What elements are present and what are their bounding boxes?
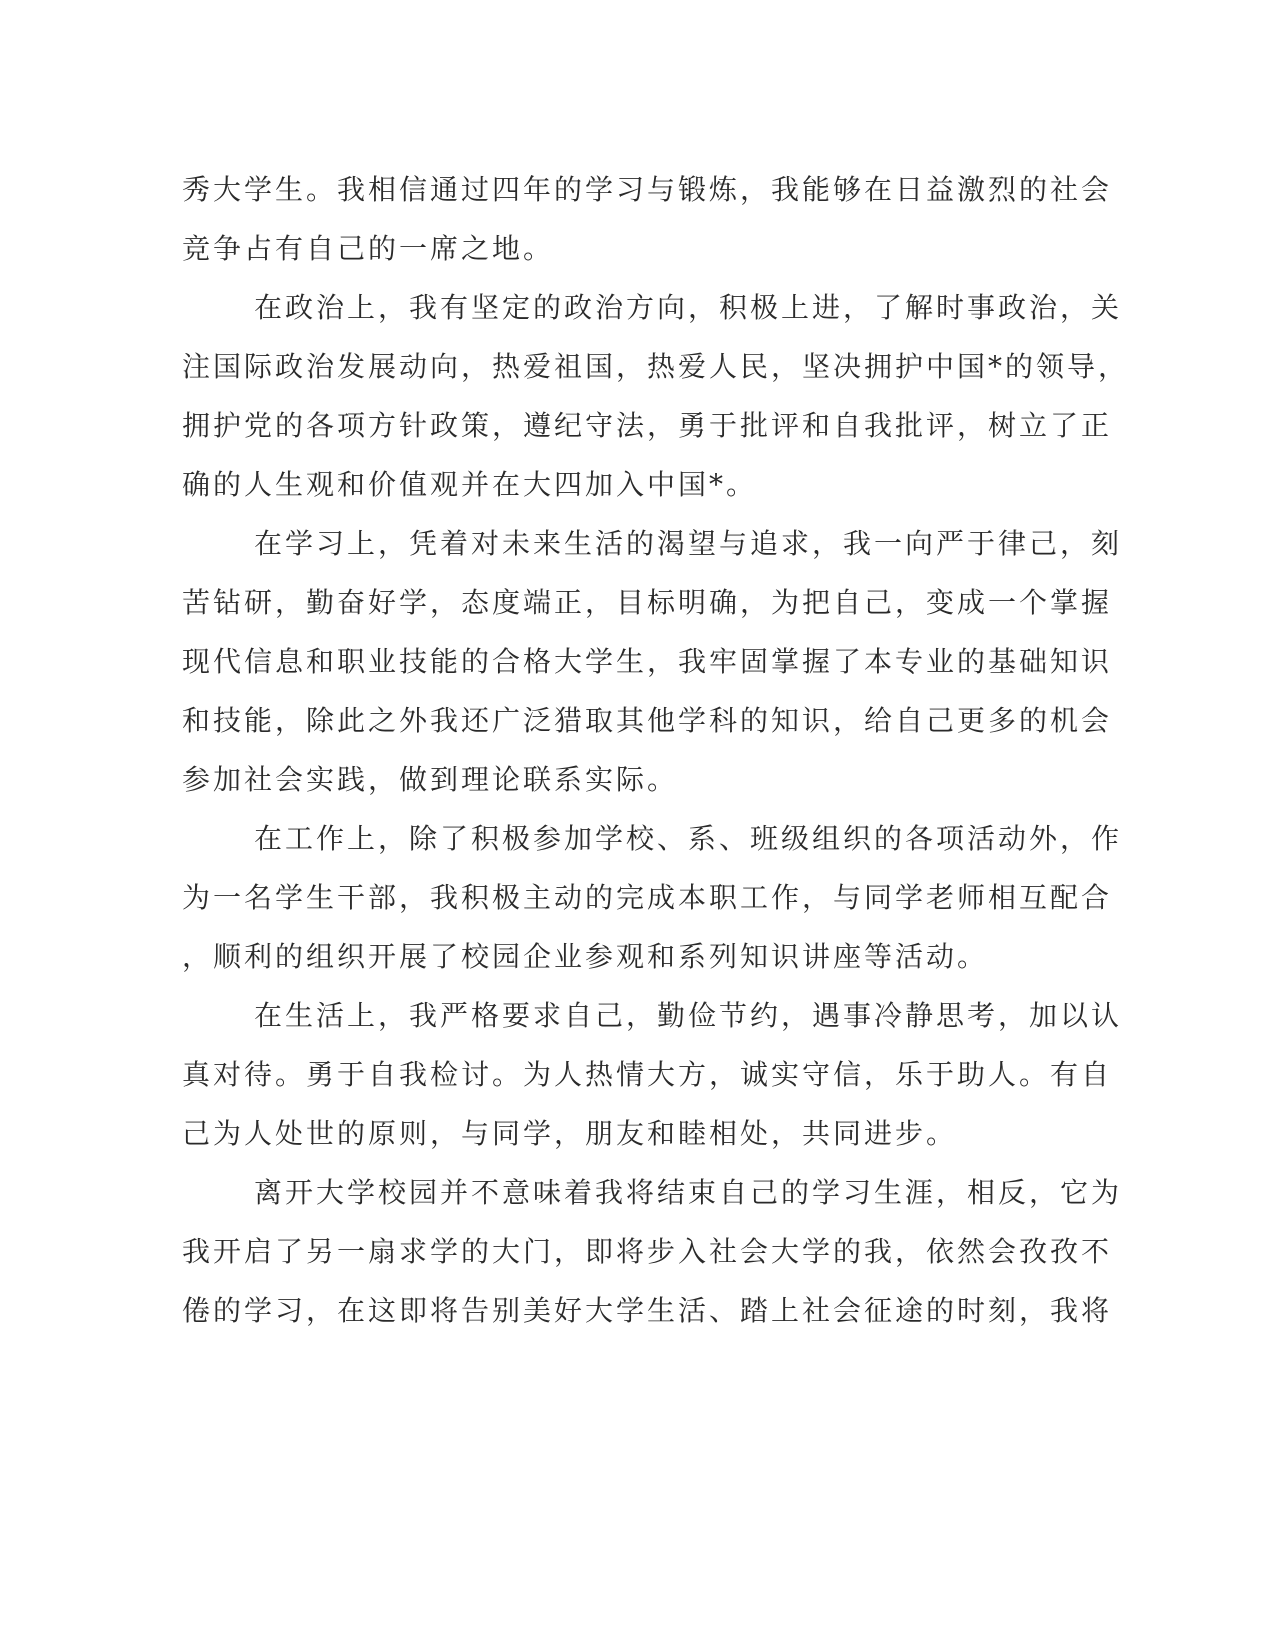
text-line: 拥护党的各项方针政策，遵纪守法，勇于批评和自我批评，树立了正 <box>182 409 1113 442</box>
text-line: ，顺利的组织开展了校园企业参观和系列知识讲座等活动。 <box>182 940 989 973</box>
text-line: 苦钻研，勤奋好学，态度端正，目标明确，为把自己，变成一个掌握 <box>182 586 1113 619</box>
paragraph-start-line: 在学习上，凭着对未来生活的渴望与追求，我一向严于律己，刻 <box>254 527 1123 560</box>
paragraph-start-line: 在工作上，除了积极参加学校、系、班级组织的各项活动外，作 <box>254 822 1123 855</box>
text-line: 确的人生观和价值观并在大四加入中国*。 <box>182 468 758 501</box>
document-body <box>182 160 1130 1340</box>
text-line: 为一名学生干部，我积极主动的完成本职工作，与同学老师相互配合 <box>182 881 1113 914</box>
paragraph-start-line: 离开大学校园并不意味着我将结束自己的学习生涯，相反，它为 <box>254 1176 1123 1209</box>
text-line: 我开启了另一扇求学的大门，即将步入社会大学的我，依然会孜孜不 <box>182 1235 1113 1268</box>
text-line: 和技能，除此之外我还广泛猎取其他学科的知识，给自己更多的机会 <box>182 704 1113 737</box>
text-line: 倦的学习，在这即将告别美好大学生活、踏上社会征途的时刻，我将 <box>182 1294 1113 1327</box>
text-line: 秀大学生。我相信通过四年的学习与锻炼，我能够在日益激烈的社会 <box>182 173 1113 206</box>
text-line: 竞争占有自己的一席之地。 <box>182 232 555 265</box>
paragraph-start-line: 在生活上，我严格要求自己，勤俭节约，遇事冷静思考，加以认 <box>254 999 1123 1032</box>
text-line: 现代信息和职业技能的合格大学生，我牢固掌握了本专业的基础知识 <box>182 645 1113 678</box>
text-line: 参加社会实践，做到理论联系实际。 <box>182 763 679 796</box>
paragraph-start-line: 在政治上，我有坚定的政治方向，积极上进，了解时事政治，关 <box>254 291 1123 324</box>
text-line: 注国际政治发展动向，热爱祖国，热爱人民，坚决拥护中国*的领导， <box>182 350 1130 383</box>
text-line: 真对待。勇于自我检讨。为人热情大方，诚实守信，乐于助人。有自 <box>182 1058 1113 1091</box>
text-line: 己为人处世的原则，与同学，朋友和睦相处，共同进步。 <box>182 1117 958 1150</box>
